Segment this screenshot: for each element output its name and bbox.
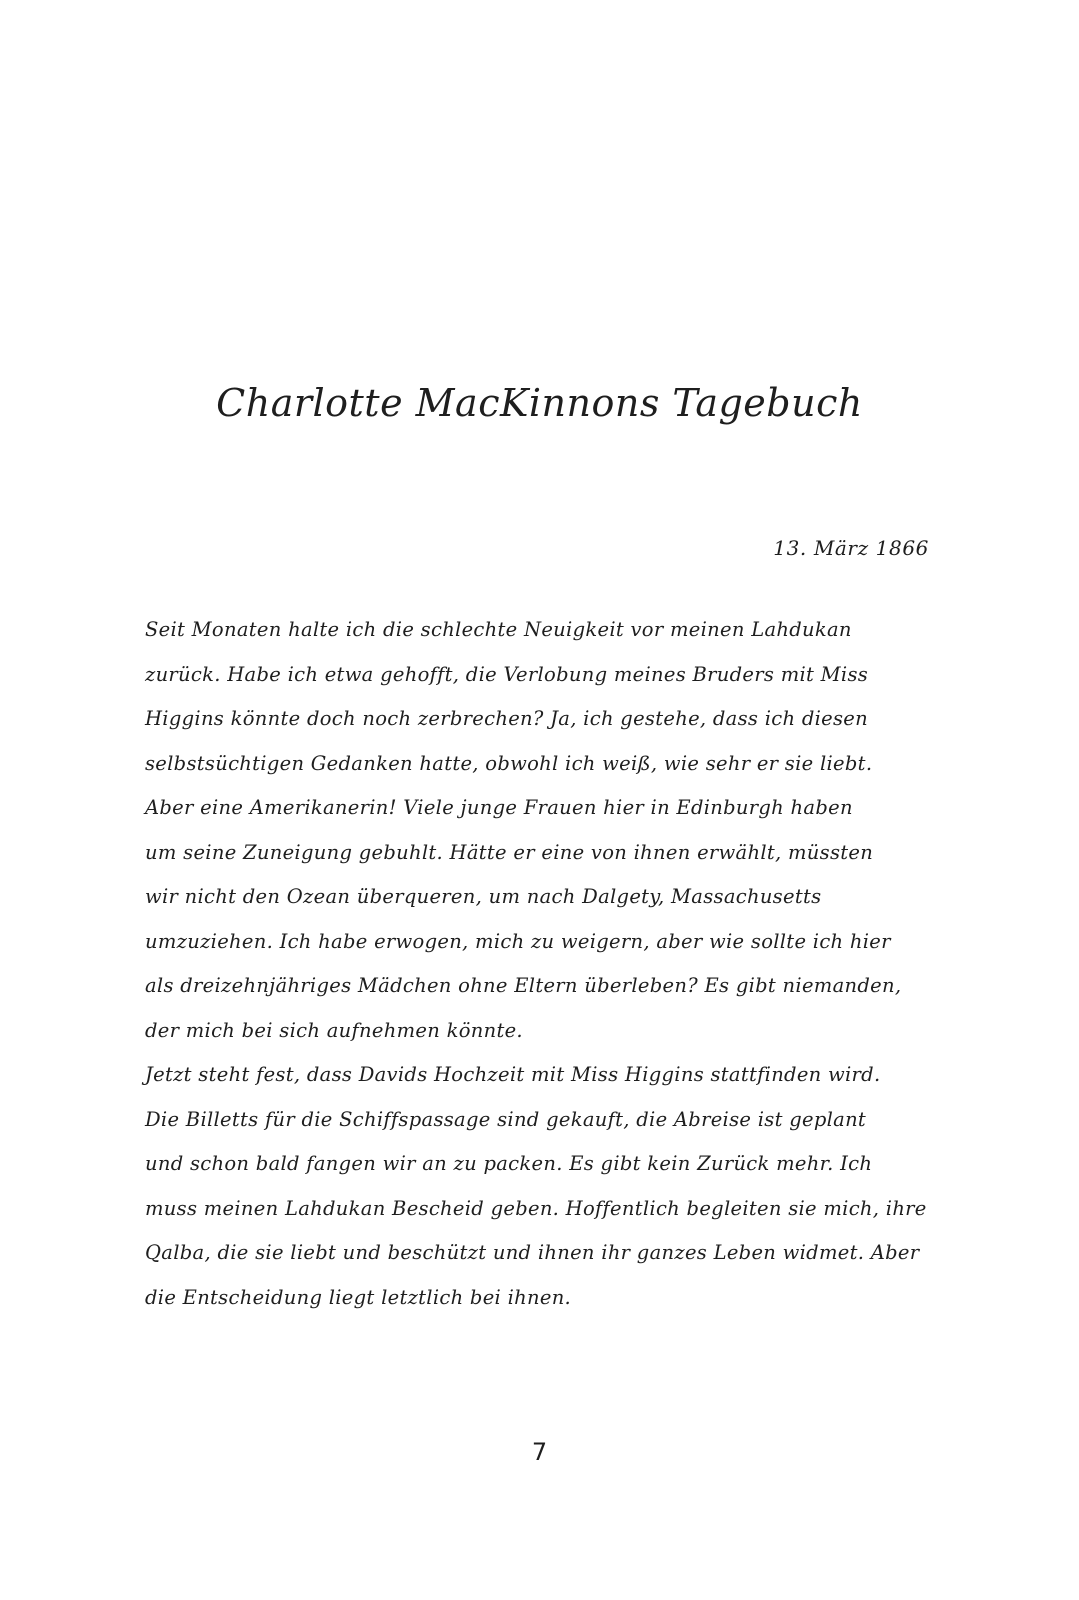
entry-line: Aber eine Amerikanerin! Viele junge Frauen hier in Edinburgh haben bbox=[145, 796, 853, 819]
entry-line: Jetzt steht fest, dass Davids Hochzeit mit Miss Higgins stattfinden wird. bbox=[145, 1063, 881, 1086]
entry-line: und schon bald fangen wir an zu packen. Es gibt kein Zurück mehr. Ich bbox=[145, 1152, 873, 1175]
entry-line: umzuziehen. Ich habe erwogen, mich zu weigern, aber wie sollte ich hier bbox=[145, 929, 891, 953]
entry-line: Higgins könnte doch noch zerbrechen? Ja, ich gestehe, dass ich diesen bbox=[145, 707, 869, 730]
entry-line: selbstsüchtigen Gedanken hatte, obwohl ich weiß, wie sehr er sie liebt. bbox=[145, 751, 873, 775]
entry-line: Seit Monaten halte ich die schlechte Neuigkeit vor meinen Lahdukan bbox=[145, 618, 852, 641]
entry-line: um seine Zuneigung gebuhlt. Hätte er eine von ihnen erwählt, müssten bbox=[145, 840, 874, 864]
entry-line: der mich bei sich aufnehmen könnte. bbox=[145, 1018, 523, 1042]
entry-line: muss meinen Lahdukan Bescheid geben. Hoffentlich begleiten sie mich, ihre bbox=[145, 1196, 927, 1220]
entry-line: als dreizehnjähriges Mädchen ohne Eltern überleben? Es gibt niemanden, bbox=[145, 974, 902, 997]
entry-line: die Entscheidung liegt letztlich bei ihnen. bbox=[145, 1285, 572, 1309]
entry-line: Die Billetts für die Schiffspassage sind gekauft, die Abreise ist geplant bbox=[145, 1107, 867, 1131]
entry-line: Qalba, die sie liebt und beschützt und ihnen ihr ganzes Leben widmet. Aber bbox=[145, 1241, 920, 1264]
diary-entry bbox=[145, 608, 935, 1320]
entry-line: wir nicht den Ozean überqueren, um nach Dalgety, Massachusetts bbox=[145, 885, 822, 908]
entry-line: zurück. Habe ich etwa gehofft, die Verlobung meines Bruders mit Miss bbox=[145, 662, 869, 686]
page-number: 7 bbox=[531, 1438, 548, 1466]
page-title: Charlotte MacKinnons Tagebuch bbox=[216, 381, 863, 425]
entry-date: 13. März 1866 bbox=[773, 536, 929, 560]
